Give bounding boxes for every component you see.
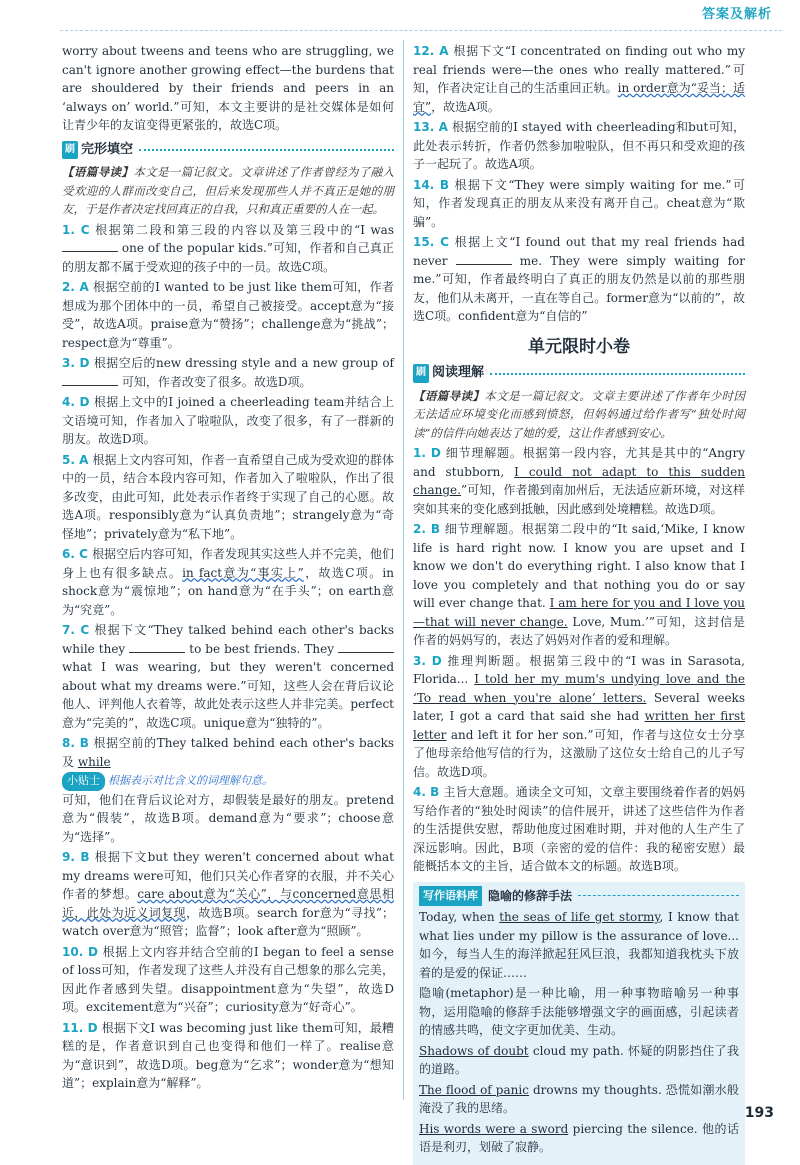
corpus-explanation: 隐喻(metaphor)是一种比喻，用一种事物暗喻另一种事物，运用隐喻的修辞手法能够增强文字的画面感，引起读者的情感共鸣，使文字更加优美、生动。 [419,986,739,1037]
answer-text: 根据上文“I found out that my real friends had never [413,235,745,268]
answer-text: to be best friends. They [189,641,334,656]
corpus-example [419,908,739,982]
writing-corpus-label: 写作语料库 [419,886,482,907]
answer-text: 主旨大意题。通读全文可知，文章主要围绕着作者的妈妈写给作者的“独处时阅读”的信件展开，讲述了这些信件为作者的生活提供安慰，帮助他度过困难时期，并对他的人生产生了深远影响。因此，B项（亲密的爱的信件：我的秘密安慰）最能概括本文的主旨，适合做本文的标题。故选B项。 [413,785,745,873]
answer-blank [338,642,394,653]
tip-text: 根据表示对比含义的词理解句意。 [108,774,273,787]
answer-item-3 [62,354,394,391]
answer-item-1 [62,221,394,277]
answer-blank [62,375,118,386]
corpus-text: cloud my path. 怀疑的阴影挡住了我的道路。 [419,1043,740,1076]
answer-text: ，故选A项。 [431,99,500,114]
answer-number: 14. B [413,177,450,192]
writing-corpus-header [419,886,739,907]
section-header: 答案及解析 [701,7,772,22]
answer-text: 根据上文内容并结合空前的I began to feel a sense of loss可知，作者发现了这些人并没有自己想象的那么完美，因此作者感到失望。disappointment意为“失望”，故选D项。excitement意为“兴奋”；curiosity意为“好奇心”。 [62,944,395,1014]
answer-text: 可知，他们在背后议论对方，却假装是最好的朋友。pretend意为“假装”，故选B项。demand意为“要求”；choose意为“选择”。 [62,792,394,844]
answer-item-6 [62,545,394,619]
writing-corpus-title: 隐喻的修辞手法 [488,888,573,903]
corpus-text: piercing the silence. 他的话语是利刃，划破了寂静。 [419,1121,739,1154]
answer-highlight: I told her my mum's undying love and the ‘To read when you're alone’ letters. [413,672,745,705]
answer-item-8 [62,734,394,846]
answer-text: what I was wearing, but they weren't concerned about what my dreams were.”可知，这些人会在背后议论他人、评判他人衣着等，故此处表示这些人并非完美。perfect意为“完美的”，故选C项。unique意为“独特的”。 [62,660,394,730]
answer-text: one of the popular kids.”可知，作者和自己真正的朋友都不属于受欢迎的孩子中的一员。故选C项。 [62,241,394,274]
answer-text: ”可知，作者搬到南加州后，无法适应新环境，对这样突如其来的变化感到抵触，因此感到处境糟糕。故选D项。 [413,483,745,516]
answer-text: 根据下文I was becoming just like them可知，最糟糕的是，作者意识到自己也变得和他们一样了。realise意为“意识到”，故选D项。beg意为“乞求”；wonder意为“想知道”；explain意为“解释”。 [62,1020,394,1090]
answer-item-4 [62,393,394,449]
page-number: 193 [744,1104,774,1121]
answer-item-14 [413,176,745,232]
answer-highlight: while [77,754,111,769]
cloze-heading-text: 完形填空 [81,141,134,157]
answer-text: 根据空前的I stayed with cheerleading和but可知，此处表示转折，作者仍然参加啦啦队，但不再只和受欢迎的孩子一起玩了。故选A项。 [413,120,745,171]
answer-number: 12. A [413,44,449,58]
unit-title: 单元限时小卷 [528,336,630,357]
answer-number: 4. B [413,785,440,799]
corpus-sentence-2 [419,1081,739,1118]
intro-paragraph: worry about tweens and teens who are struggling, we can't ignore another growing effect—the burdens that are shouldered by their friends and peers in an ‘always on’ world.”可知，本文主要讲的是社交媒体是如何让青少年的友谊变得更紧张的，故选C项。 [62,44,394,132]
answer-text: 根据上文内容可知，作者一直希望自己成为受欢迎的群体中的一员，结合本段内容可知，作者加入了啦啦队，作出了很多改变，由此可知，此处表示作者终于实现了自己的心愿。故选A项。responsibly意为“认真负责地”；strangely意为“奇怪地”；privately意为“私下地”。 [62,452,394,541]
reading-heading [413,364,745,383]
reading-guide [413,387,745,443]
answer-number: 3. D [413,653,442,668]
answer-number: 8. B [62,736,89,750]
answer-text: ，故选C项。in shock意为“震惊地”；on hand意为“在手头”；on earth意为“究竟”。 [62,565,394,617]
answer-text: ，故选B项。search for意为“寻找”；watch over意为“照管；监督”；look after意为“照顾”。 [62,905,394,938]
answer-number: 9. B [62,850,90,864]
answer-item-9 [62,848,394,941]
reading-item-4 [413,783,745,876]
answer-text: 根据空前的They talked behind each other's backs及 [62,736,394,769]
header-divider [60,30,782,31]
answer-number: 4. D [62,395,90,409]
answer-highlight: I could not adapt to this sudden change. [413,464,745,497]
answer-highlight: care about意为“关心”，与concerned意思相近，此处为近义词复现 [62,887,394,920]
answer-highlight: written her first letter [413,709,745,742]
answer-item-15 [413,233,745,326]
guide-text: 本文是一篇记叙文。文章讲述了作者曾经为了融入受欢迎的人群而改变自己，但后来发现那些人并不真正是她的朋友，于是作者决定找回真正的自我，只和真正重要的人在一起。 [62,165,395,216]
answer-blank [129,642,185,653]
answer-highlight: in order意为“妥当；适宜” [413,81,745,114]
answer-text: 根据下文“They talked behind each other's backs while they [62,623,394,656]
answer-item-13 [413,118,745,174]
answer-text: 根据第二段和第三段的内容以及第三段中的“I was [93,222,394,237]
answer-highlight: I am here for you and I love you—that will never change. [413,596,745,629]
answer-number: 7. C [62,623,90,637]
answer-number: 13. A [413,120,448,134]
answer-text: 细节理解题。根据第二段中的“It said,‘Mike, I know life is hard right now. I know you are upset and I know we don't do everything right. I also know that I love you completely and that nothing you do or say will ever change that. [413,522,745,610]
corpus-sentence-1 [419,1042,739,1079]
answer-text: 根据下文“They were simply waiting for me.”可知，作者发现真正的朋友从来没有离开自己。cheat意为“欺骗”。 [413,177,745,229]
brush-icon: 刷 [413,364,429,383]
corpus-highlight: His words were a sword [419,1121,569,1136]
answer-item-2 [62,278,394,352]
answer-text: Several weeks later, I got a card that said she had [413,690,745,723]
brush-icon: 刷 [62,141,78,160]
corpus-highlight: The flood of panic [419,1082,529,1097]
answer-text: 根据下文“I concentrated on finding out who my real friends were—the ones who really mattered.”可知，作者决定让自己的生活重回正轨。 [413,44,745,95]
corpus-text: , I know that what lies under my pillow is the assurance of love... 如今，每当人生的海洋掀起狂风巨浪，我都知道我枕头下放着的是爱的保证…… [419,910,739,980]
answer-number: 3. D [62,356,90,370]
corpus-sentence-3 [419,1120,739,1157]
cloze-guide [62,163,394,219]
answer-text: me. They were simply waiting for me.”可知，作者最终明白了真正的朋友仍然是以前的那些朋友，他们从未离开，一直在等自己。former意为“以前的”，故选C项。confident意为“自信的” [413,253,745,323]
answer-text: 根据空后内容可知，作者发现其实这些人并不完美，他们身上也有很多缺点。 [62,547,394,580]
answer-number: 6. C [62,547,88,561]
answer-number: 1. C [62,222,90,237]
answer-text: and left it for her son.”可知，作者与这位女士分享了他母亲给他写信的行为，这激励了这位女士给自己的儿子写信。故选D项。 [413,727,746,779]
right-column [413,42,745,1165]
corpus-highlight: the seas of life get stormy [499,910,660,924]
answer-text: 根据空前的I wanted to be just like them可知，作者想成为那个团体中的一员，希望自己被接受。accept意为“接受”，故选A项。praise意为“赞扬”；challenge意为“挑战”；respect意为“尊重”。 [62,280,395,350]
answer-number: 2. A [62,280,89,294]
left-column [62,42,394,1095]
answer-text: 细节理解题。根据第一段内容，尤其是其中的“Angry and stubborn, [413,446,745,479]
answer-text: 根据上文中的I joined a cheerleading team并结合上文语境可知，作者加入了啦啦队，改变了很多，有了一群新的朋友。故选D项。 [62,395,394,446]
column-divider [403,40,404,1100]
answer-text: Love, Mum.’”可知，这封信是作者的妈妈写的，表达了妈妈对作者的爱和理解。 [413,614,745,647]
answer-text: 推理判断题。根据第三段中的“I was in Sarasota, Florida... [413,653,745,686]
guide-text: 本文是一篇记叙文。文章主要讲述了作者年少时因无法适应环境变化而感到愤怒，但妈妈通过给作者写“独处时阅读”的信件向她表达了她的爱，这让作者感到安心。 [413,388,746,440]
answer-number: 15. C [413,235,449,249]
answer-item-11 [62,1019,394,1093]
guide-label: 【语篇导读】 [62,165,134,179]
writing-corpus-box [413,882,745,1165]
answer-item-5 [62,451,394,544]
answer-highlight: in fact意为“事实上” [182,565,304,580]
reading-heading-text: 阅读理解 [432,365,485,380]
answer-number: 2. B [413,522,441,536]
tip-badge: 小贴士 [62,772,105,791]
box-dashed-line [578,895,739,896]
guide-label: 【语篇导读】 [413,388,485,403]
reading-item-2 [413,520,745,650]
corpus-text: Today, when [419,910,495,924]
reading-item-1 [413,444,745,518]
answer-blank [62,241,118,252]
answer-item-10 [62,943,394,1017]
answer-number: 10. D [62,944,99,959]
heading-dots [490,372,745,375]
tip-note [62,774,273,787]
heading-dots [139,148,394,151]
corpus-highlight: Shadows of doubt [419,1043,529,1058]
reading-item-3 [413,652,745,782]
corpus-text: drowns my thoughts. 恐慌如潮水般淹没了我的思绪。 [419,1082,739,1115]
answer-number: 1. D [413,446,441,460]
cloze-heading [62,141,394,160]
answer-number: 5. A [62,452,89,467]
answer-number: 11. D [62,1020,98,1035]
answer-text: 可知，作者改变了很多。故选D项。 [121,374,312,389]
answer-item-12 [413,42,745,116]
answer-blank [456,254,512,265]
answer-text: 根据下文but they weren't concerned about what my dreams were可知，他们只关心作者穿的衣服，并不关心作者的梦想。 [62,850,394,901]
answer-text: 根据空后的new dressing style and a new group of [93,356,394,370]
answer-item-7 [62,621,394,732]
